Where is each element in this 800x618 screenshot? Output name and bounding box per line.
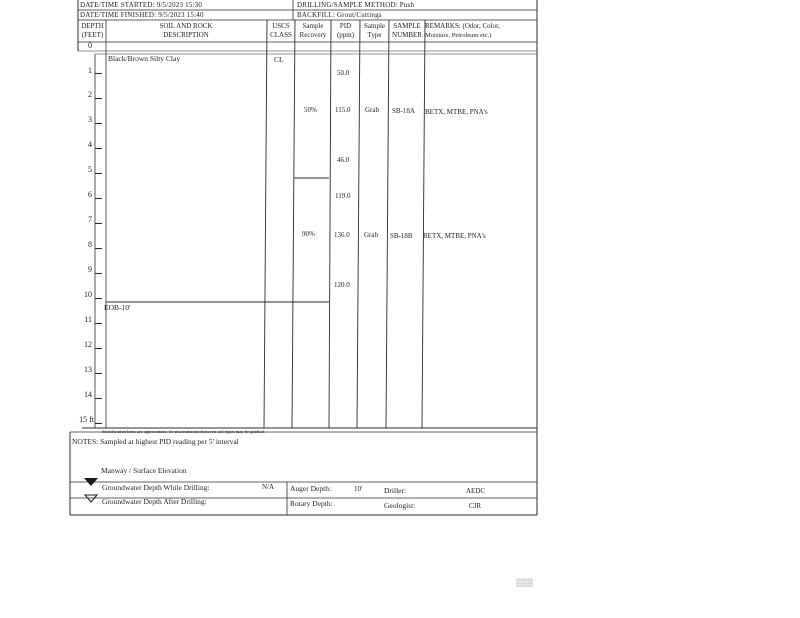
surface-elevation-label: Manway / Surface Elevation xyxy=(101,466,187,475)
date-started: DATE/TIME STARTED: 9/5/2023 15:30 xyxy=(80,1,203,9)
sample-number-header: SAMPLE NUMBER xyxy=(392,22,422,39)
depth-label: 7 xyxy=(88,215,92,224)
driller-value: AEDC xyxy=(466,487,486,495)
auger-depth-value: 10' xyxy=(354,485,363,493)
stratification-note: Stratification lines are approximate. In-situ transition between soil types may be gradual. xyxy=(102,429,266,434)
pid-value: 46.0 xyxy=(337,156,350,164)
eob-label: EOB-10' xyxy=(104,303,131,312)
pid-header: PID (ppm) xyxy=(336,22,355,39)
pid-value: 136.0 xyxy=(334,231,350,239)
geologist-value: CJR xyxy=(469,502,482,510)
depth-label: 4 xyxy=(88,140,92,149)
depth-label: 12 xyxy=(84,340,92,349)
sample-recovery: 90% xyxy=(302,230,315,238)
depth-label: 10 xyxy=(84,290,92,299)
sample-type: Grab xyxy=(365,106,379,114)
depth-label: 11 xyxy=(84,315,92,324)
depth-label: 13 xyxy=(84,365,92,374)
depth-label: 6 xyxy=(88,190,92,199)
sample-type: Grab xyxy=(364,231,378,239)
page-stamp: ▒▒▒ xyxy=(516,578,534,587)
soil-description: Black/Brown Silty Clay xyxy=(108,54,181,63)
gw-after-label: Groundwater Depth After Drilling: xyxy=(102,497,207,506)
soil-header: SOIL AND ROCK DESCRIPTION xyxy=(159,22,213,39)
groundwater-after-icon xyxy=(84,494,98,503)
pid-value: 50.0 xyxy=(337,69,350,77)
sample-type-header: Sample Type xyxy=(364,22,385,39)
depth-label: 0 xyxy=(88,41,92,50)
backfill: BACKFILL: Grout/Cuttings xyxy=(297,11,382,19)
date-finished: DATE/TIME FINISHED: 9/5/2023 15:40 xyxy=(80,11,204,19)
uscs-header: USCS CLASS xyxy=(270,22,292,39)
pid-value: 115.0 xyxy=(335,106,351,114)
depth-label: 8 xyxy=(88,240,92,249)
remarks-header: REMARKS: (Odor, Color, Moisture, Petroleum etc.) xyxy=(425,22,500,39)
sample-number: SB-18B xyxy=(390,232,413,240)
depth-label: 15 ft xyxy=(79,415,94,424)
notes: NOTES: Sampled at highest PID reading per 5' interval xyxy=(72,437,239,446)
driller-label: Driller: xyxy=(384,486,407,495)
depth-header: DEPTH (FEET) xyxy=(81,22,104,39)
depth-label: 3 xyxy=(88,115,92,124)
recovery-header: Sample Recovery xyxy=(299,22,327,39)
depth-label: 14 xyxy=(84,390,92,399)
gw-while-value: N/A xyxy=(262,483,275,491)
gw-while-label: Groundwater Depth While Drilling: xyxy=(102,483,210,492)
sample-recovery: 50% xyxy=(304,106,317,114)
sample-remarks: BETX, MTBE, PNA's xyxy=(425,108,488,116)
sample-remarks: BETX, MTBE, PNA's xyxy=(423,232,486,240)
auger-depth-label: Auger Depth: xyxy=(290,484,332,493)
sample-number: SB-18A xyxy=(392,107,415,115)
pid-value: 119.0 xyxy=(335,192,351,200)
depth-label: 5 xyxy=(88,165,92,174)
depth-label: 1 xyxy=(88,66,92,75)
uscs-class: CL xyxy=(274,55,284,64)
depth-label: 2 xyxy=(88,90,92,99)
rotary-depth-label: Rotary Depth: xyxy=(290,499,333,508)
pid-value: 120.0 xyxy=(334,281,350,289)
geologist-label: Geologist: xyxy=(384,501,416,510)
depth-label: 9 xyxy=(88,265,92,274)
groundwater-while-icon xyxy=(84,478,98,487)
drilling-method: DRILLING/SAMPLE METHOD: Push xyxy=(297,1,415,9)
